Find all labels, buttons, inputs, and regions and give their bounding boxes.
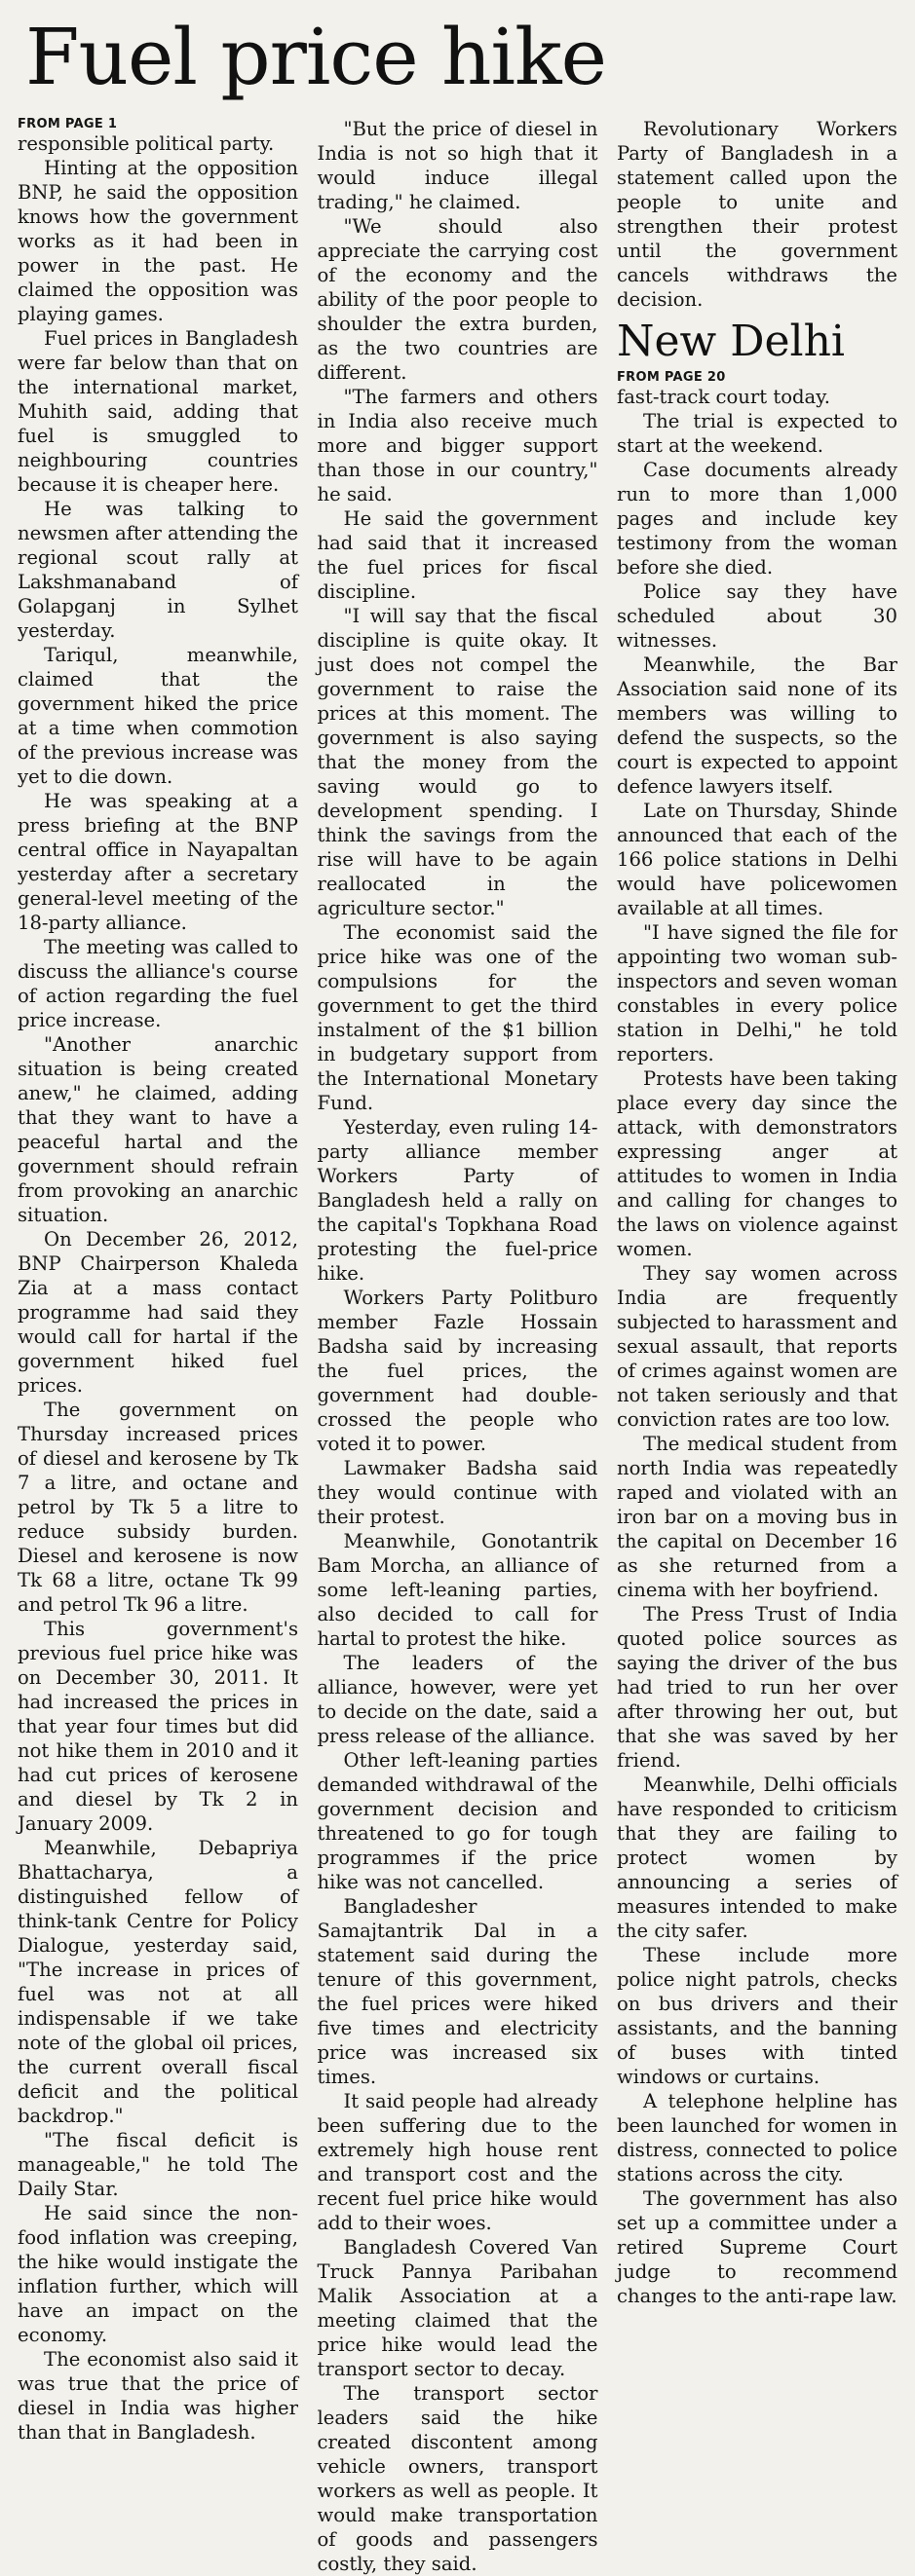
paragraph: He was speaking at a press briefing at the BNP central office in Nayapaltan yesterday after a secretary general-level meeting of the 18-party alliance. bbox=[18, 790, 298, 934]
paragraph: He was talking to newsmen after attending the regional scout rally at Lakshmanaband of Golapganj in Sylhet yesterday. bbox=[18, 498, 298, 642]
paragraph: Protests have been taking place every day since the attack, with demonstrators expressing anger at attitudes to women in India and calling for changes to the laws on violence against women. bbox=[617, 1067, 897, 1260]
paragraph: Other left-leaning parties demanded withdrawal of the government decision and threatened to go for tough programmes if the price hike was not cancelled. bbox=[317, 1749, 598, 1893]
paragraph: Workers Party Politburo member Fazle Hossain Badsha said by increasing the fuel prices, the government had double-crossed the people who voted it to power. bbox=[317, 1287, 598, 1455]
paragraph: The government has also set up a committee under a retired Supreme Court judge to recommend changes to the anti-rape law. bbox=[617, 2187, 897, 2307]
paragraph: The economist also said it was true that the price of diesel in India was higher than that in Bangladesh. bbox=[18, 2348, 298, 2444]
paragraph: Revolutionary Workers Party of Bangladesh in a statement called upon the people to unite and strengthen their protest until the government cancels withdraws the decision. bbox=[617, 118, 897, 311]
headline: Fuel price hike bbox=[25, 12, 606, 102]
paragraph: "I will say that the fiscal discipline is quite okay. It just does not compel the government to raise the prices at this moment. The government is also saying that the money from the saving would go to development spending. I think the savings from the rise will have to be again reallocated in the agriculture sector." bbox=[317, 605, 598, 919]
paragraph: These include more police night patrols, checks on bus drivers and their assistants, and the banning of buses with tinted windows or curtains. bbox=[617, 1944, 897, 2088]
paragraph: Meanwhile, Debapriya Bhattacharya, a distinguished fellow of think-tank Centre for Policy Dialogue, yesterday said, "The increase in prices of fuel was not at all indispensable if we take note of the global oil prices, the current overall fiscal deficit and the political backdrop." bbox=[18, 1837, 298, 2127]
paragraph: The economist said the price hike was one of the compulsions for the government to get the third instalment of the $1 billion in budgetary support from the International Monetary Fund. bbox=[317, 921, 598, 1114]
paragraph: "But the price of diesel in India is not so high that it would induce illegal trading," he claimed. bbox=[317, 118, 598, 213]
paragraph: The medical student from north India was repeatedly raped and violated with an iron bar on a moving bus in the capital on December 16 as she returned from a cinema with her boyfriend. bbox=[617, 1433, 897, 1601]
article-columns bbox=[18, 117, 897, 2576]
paragraph: "The farmers and others in India also receive much more and bigger support than those in our country," he said. bbox=[317, 386, 598, 505]
paragraph: "Another anarchic situation is being created anew," he claimed, adding that they want to have a peaceful hartal and the government should refrain from provoking an anarchic situation. bbox=[18, 1033, 298, 1226]
column-2 bbox=[318, 117, 598, 2576]
paragraph: It said people had already been suffering due to the extremely high house rent and transport cost and the recent fuel price hike would add to their woes. bbox=[317, 2090, 598, 2234]
column-1 bbox=[18, 117, 298, 2445]
paragraph: Yesterday, even ruling 14-party alliance member Workers Party of Bangladesh held a rally on the capital's Topkhana Road protesting the fuel-price hike. bbox=[317, 1116, 598, 1285]
paragraph: fast-track court today. bbox=[617, 386, 830, 408]
paragraph: "I have signed the file for appointing two woman sub-inspectors and seven woman constables in every police station in Delhi," he told reporters. bbox=[617, 921, 897, 1065]
paragraph: Bangladesher Samajtantrik Dal in a statement said during the tenure of this government, the fuel prices were hiked five times and electricity price was increased six times. bbox=[317, 1895, 598, 2088]
paragraph: The transport sector leaders said the hike created discontent among vehicle owners, transport workers as well as people. It would make transportation of goods and passengers costly, they said. bbox=[317, 2382, 598, 2575]
paragraph: The government on Thursday increased prices of diesel and kerosene by Tk 7 a litre, and octane and petrol by Tk 5 a litre to reduce subsidy burden. Diesel and kerosene is now Tk 68 a litre, octane Tk 99 and petrol Tk 96 a litre. bbox=[18, 1399, 298, 1616]
paragraph: He said the government had said that it increased the fuel prices for fiscal discipline. bbox=[317, 507, 598, 603]
paragraph: The Press Trust of India quoted police sources as saying the driver of the bus had tried to run her over after throwing her out, but that she was saved by her friend. bbox=[617, 1603, 897, 1772]
paragraph: Police say they have scheduled about 30 witnesses. bbox=[617, 580, 897, 652]
paragraph: This government's previous fuel price hike was on December 30, 2011. It had increased the prices in that year four times but did not hike them in 2010 and it had cut prices of kerosene and diesel by Tk 2 in January 2009. bbox=[18, 1618, 298, 1835]
paragraph: "The fiscal deficit is manageable," he told The Daily Star. bbox=[18, 2129, 298, 2200]
kicker-from-page-20: FROM PAGE 20 bbox=[617, 370, 726, 385]
paragraph: responsible political party. bbox=[18, 132, 275, 155]
paragraph: Tariqul, meanwhile, claimed that the government hiked the price at a time when commotion of the previous increase was yet to die down. bbox=[18, 644, 298, 788]
paragraph: The leaders of the alliance, however, were yet to decide on the date, said a press release of the alliance. bbox=[317, 1652, 598, 1747]
kicker-from-page-1: FROM PAGE 1 bbox=[18, 117, 118, 131]
paragraph: Meanwhile, Gonotantrik Bam Morcha, an alliance of some left-leaning parties, also decided to call for hartal to protest the hike. bbox=[317, 1530, 598, 1650]
subhead-new-delhi: New Delhi bbox=[617, 317, 845, 366]
column-3 bbox=[617, 117, 897, 2308]
paragraph: The meeting was called to discuss the alliance's course of action regarding the fuel price increase. bbox=[18, 936, 298, 1031]
paragraph: The trial is expected to start at the weekend. bbox=[617, 410, 897, 457]
paragraph: He said since the non-food inflation was creeping, the hike would instigate the inflation further, which will have an impact on the economy. bbox=[18, 2202, 298, 2346]
paragraph: A telephone helpline has been launched for women in distress, connected to police stations across the city. bbox=[617, 2090, 897, 2185]
paragraph: Meanwhile, the Bar Association said none of its members was willing to defend the suspects, so the court is expected to appoint defence lawyers itself. bbox=[617, 653, 897, 798]
paragraph: Lawmaker Badsha said they would continue with their protest. bbox=[317, 1457, 598, 1528]
paragraph: Bangladesh Covered Van Truck Pannya Paribahan Malik Association at a meeting claimed that the price hike would lead the transport sector to decay. bbox=[317, 2236, 598, 2380]
paragraph: Hinting at the opposition BNP, he said the opposition knows how the government works as it had been in power in the past. He claimed the opposition was playing games. bbox=[18, 157, 298, 325]
paragraph: Case documents already run to more than 1,000 pages and include key testimony from the woman before she died. bbox=[617, 459, 897, 579]
paragraph: Fuel prices in Bangladesh were far below than that on the international market, Muhith said, adding that fuel is smuggled to neighbouring countries because it is cheaper here. bbox=[18, 327, 298, 496]
paragraph: They say women across India are frequently subjected to harassment and sexual assault, that reports of crimes against women are not taken seriously and that conviction rates are too low. bbox=[617, 1262, 897, 1431]
paragraph: Meanwhile, Delhi officials have responded to criticism that they are failing to protect women by announcing a series of measures intended to make the city safer. bbox=[617, 1773, 897, 1942]
paragraph: Late on Thursday, Shinde announced that each of the 166 police stations in Delhi would have policewomen available at all times. bbox=[617, 800, 897, 919]
paragraph: On December 26, 2012, BNP Chairperson Khaleda Zia at a mass contact programme had said they would call for hartal if the government hiked fuel prices. bbox=[18, 1228, 298, 1397]
paragraph: "We should also appreciate the carrying cost of the economy and the ability of the poor people to shoulder the extra burden, as the two countries are different. bbox=[317, 215, 598, 384]
